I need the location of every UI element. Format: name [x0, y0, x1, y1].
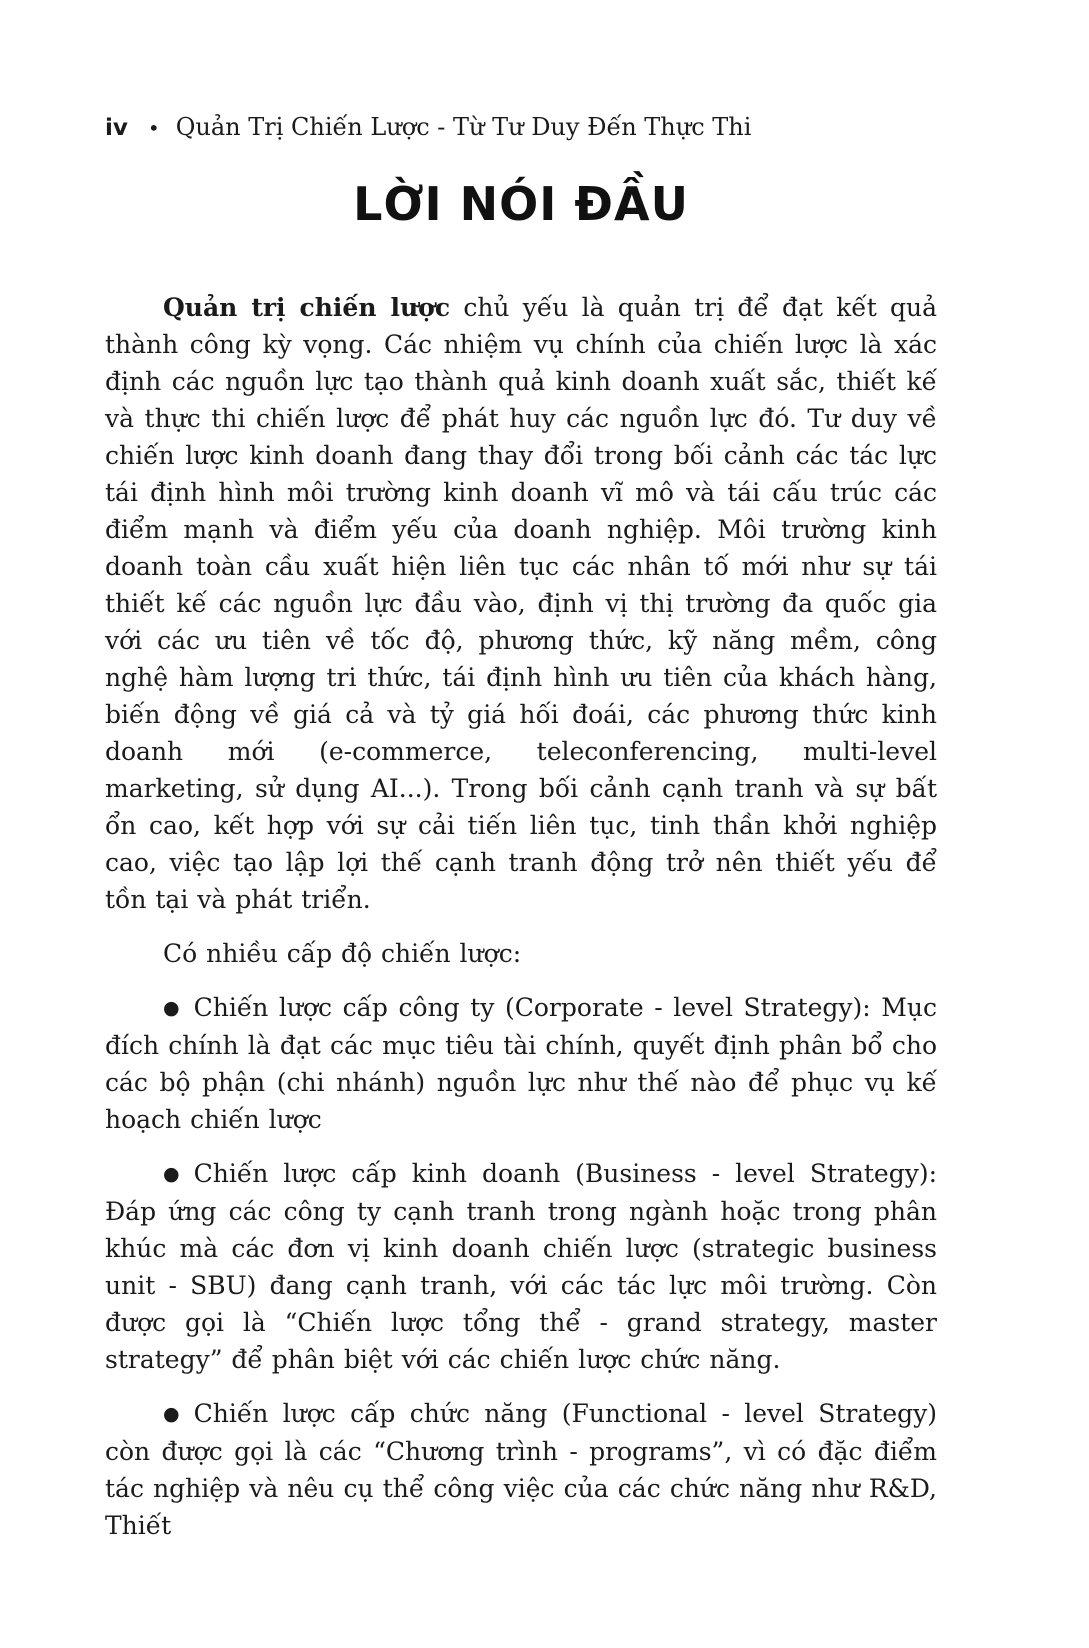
intro-paragraph-text: chủ yếu là quản trị để đạt kết quả thành công kỳ vọng. Các nhiệm vụ chính của chiến lược là xác định các nguồn lực tạo thành quả kinh doanh xuất sắc, thiết kế và thực thi chiến lược để phát huy các nguồn lực đó. Tư duy về chiến lược kinh doanh đang thay đổi trong bối cảnh các tác lực tái định hình môi trường kinh doanh vĩ mô và tái cấu trúc các điểm mạnh và điểm yếu của doanh nghiệp. Môi trường kinh doanh toàn cầu xuất hiện liên tục các nhân tố mới như sự tái thiết kế các nguồn lực đầu vào, định vị thị trường đa quốc gia với các ưu tiên về tốc độ, phương thức, kỹ năng mềm, công nghệ hàm lượng tri thức, tái định hình ưu tiên của khách hàng, biến động về giá cả và tỷ giá hối đoái, các phương thức kinh doanh mới (e-commerce, teleconferencing, multi-level marketing, sử dụng AI...). Trong bối cảnh cạnh tranh và sự bất ổn cao, kết hợp với sự cải tiến liên tục, tinh thần khởi nghiệp cao, việc tạo lập lợi thế cạnh tranh động trở nên thiết yếu để tồn tại và phát triển. [105, 293, 937, 914]
intro-lead-bold: Quản trị chiến lược [163, 293, 451, 322]
chapter-title: LỜI NÓI ĐẦU [353, 177, 689, 231]
bullet-icon: ● [163, 1163, 180, 1185]
header-separator-dot: • [147, 116, 160, 140]
bullet-item-text: Chiến lược cấp công ty (Corporate - level Strategy): Mục đích chính là đạt các mục tiêu tài chính, quyết định phân bổ cho các bộ phận (chi nhánh) nguồn lực như thế nào để phục vụ kế hoạch chiến lược [105, 993, 937, 1134]
bullet-item-functional [105, 1395, 937, 1544]
bullet-item-business [105, 1155, 937, 1378]
bullet-icon: ● [163, 1403, 180, 1425]
book-title: Quản Trị Chiến Lược - Từ Tư Duy Đến Thực Thi [175, 113, 752, 141]
bullet-item-corporate [105, 989, 937, 1138]
bullet-item-text: Chiến lược cấp chức năng (Functional - level Strategy) còn được gọi là các “Chương trình - programs”, vì có đặc điểm tác nghiệp và nêu cụ thể công việc của các chức năng như R&D, Thiết [105, 1399, 937, 1540]
levels-intro-line: Có nhiều cấp độ chiến lược: [163, 939, 522, 968]
bullet-item-text: Chiến lược cấp kinh doanh (Business - level Strategy): Đáp ứng các công ty cạnh tranh trong ngành hoặc trong phân khúc mà các đơn vị kinh doanh chiến lược (strategic business unit - SBU) đang cạnh tranh, với các tác lực môi trường. Còn được gọi là “Chiến lược tổng thể - grand strategy, master strategy” để phân biệt với các chiến lược chức năng. [105, 1159, 937, 1374]
page-number: iv [105, 115, 128, 141]
running-header [105, 112, 937, 143]
intro-paragraph [105, 289, 937, 918]
bullet-icon: ● [163, 997, 180, 1019]
